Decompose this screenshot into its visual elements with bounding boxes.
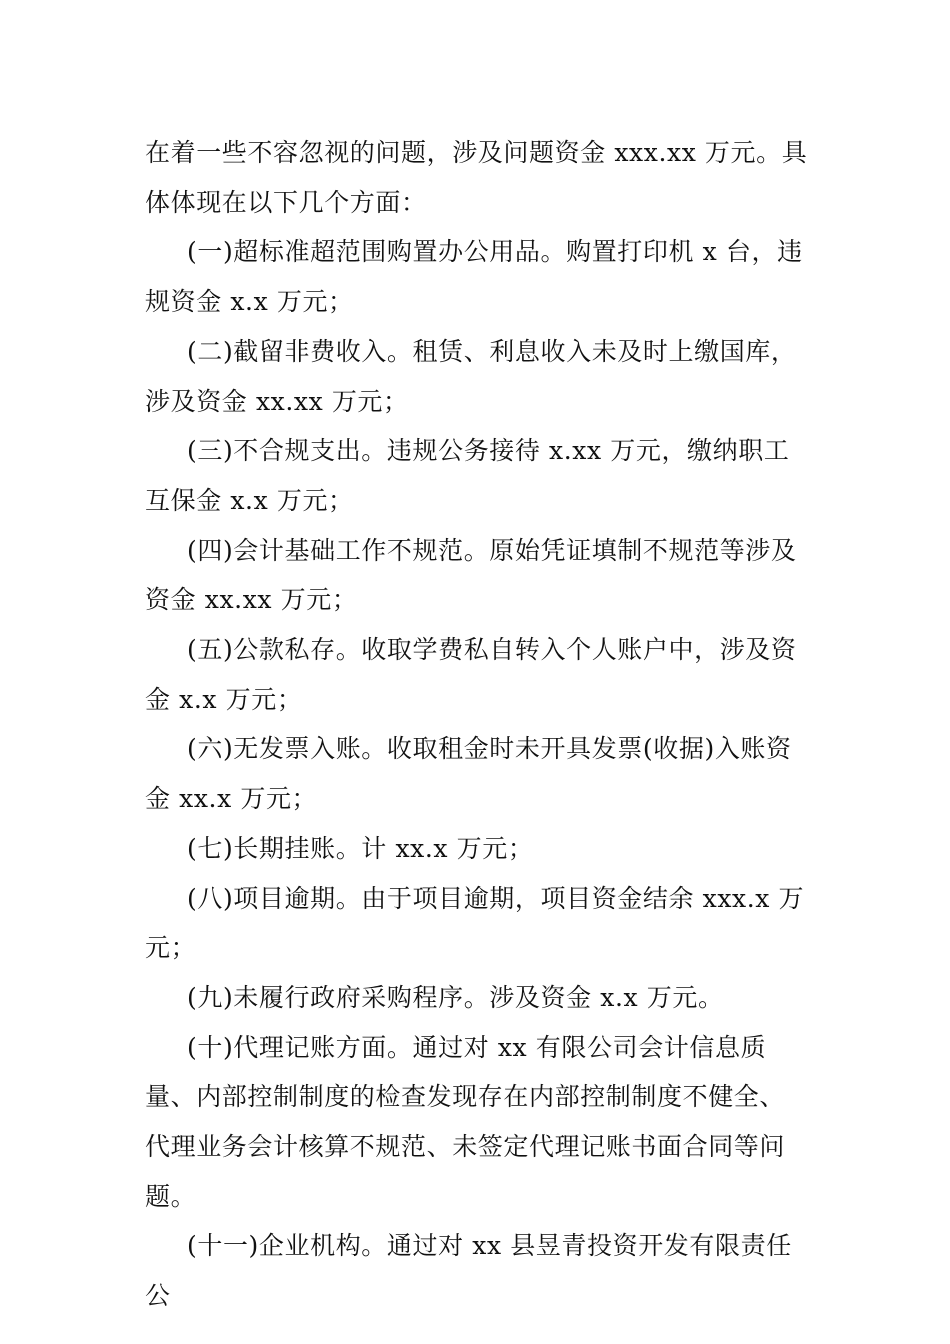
- paragraph-item-3: (三)不合规支出。违规公务接待 x.xx 万元，缴纳职工互保金 x.x 万元；: [145, 436, 790, 515]
- paragraph-item-10: (十)代理记账方面。通过对 xx 有限公司会计信息质量、内部控制制度的检查发现存在内部控制制度不健全、代理业务会计核算不规范、未签定代理记账书面合同等问题。: [145, 1032, 786, 1211]
- paragraph-item-11: (十一)企业机构。通过对 xx 县昱青投资开发有限责任公: [145, 1231, 792, 1311]
- document-body: [145, 128, 810, 1321]
- paragraph-item-8: (八)项目逾期。由于项目逾期，项目资金结余 xxx.x 万元；: [145, 883, 805, 963]
- paragraph-item-2: (二)截留非费收入。租赁、利息收入未及时上缴国库，涉及资金 xx.xx 万元；: [145, 336, 797, 416]
- paragraph-item-7: (七)长期挂账。计 xx.x 万元；: [187, 833, 534, 863]
- paragraph-item-5: (五)公款私存。收取学费私自转入个人账户中，涉及资金 x.x 万元；: [145, 635, 797, 714]
- paragraph-item-6: (六)无发票入账。收取租金时未开具发票(收据)入账资金 xx.x 万元；: [145, 734, 792, 814]
- paragraph-continuation: 在着一些不容忽视的问题，涉及问题资金 xxx.xx 万元。具体体现在以下几个方面：: [145, 138, 808, 217]
- paragraph-item-4: (四)会计基础工作不规范。原始凭证填制不规范等涉及资金 xx.xx 万元；: [145, 535, 797, 615]
- paragraph-item-1: (一)超标准超范围购置办公用品。购置打印机 x 台，违规资金 x.x 万元；: [145, 237, 803, 317]
- paragraph-item-9: (九)未履行政府采购程序。涉及资金 x.x 万元。: [187, 982, 724, 1012]
